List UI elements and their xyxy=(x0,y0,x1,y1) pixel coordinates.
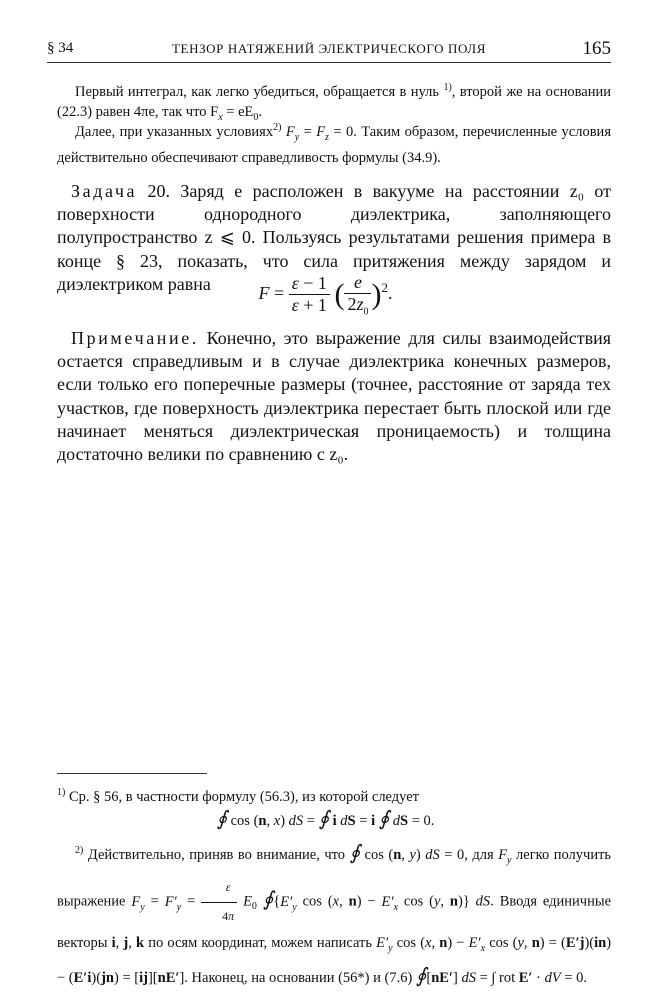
footnote-2: $^{2)}$ Действительно, приняв во внимание, что ∮ cos (n, y) dS = 0, для $F_y$ легко получить выражение $F_y = F'_y$ = $\frac{\varepsilon}{4\pi}$ $E_0$ $∮\{E'_y$ cos (x, $n) - E'_x$ cos (y, n)} dS. Вводя единичные векторы i, j, k по осям координат, можем написать $E'_y$ cos (x, $n) - E'_x$ cos (y, n) = (E′j)(in) − (E′i)(jn) = [ij][nE′]. Наконец, на основании (56*) и (7.6) ∮[nE′] dS = ∫ rot E′ · dV = 0. xyxy=(57,841,612,987)
footnote-1-equation: ∮ cos (n, x) dS = ∮ i dS = i ∮ dS = 0. xyxy=(216,808,435,830)
footnote-ref-2: 2) xyxy=(273,122,282,133)
running-header xyxy=(47,38,611,60)
force-formula: F = $\frac{\varepsilon - 1}{\varepsilon + 1}$ ( $\frac{e}{2z_0}$ )$^2$. xyxy=(258,272,393,318)
paragraph-1: Первый интеграл, как легко убедиться, обращается в нуль $^{1)}$, второй же на основании (22.3) равен 4πe, так что $F_x = eE_0$. xyxy=(57,82,612,123)
problem-20: Задача 20. Заряд e расположен в вакууме на расстоянии z₀ от поверхности однородного диэлектрика, заполняющего полупространство z ⩽ 0. Пользуясь результатами решения примера в конце § 23, показать, что сила притяжения между зарядом и диэлектриком равна xyxy=(57,181,612,294)
footnote-rule xyxy=(57,773,207,774)
footnote-ref-1: 1) xyxy=(443,82,452,93)
problem-text: Заряд e расположен в вакууме на расстоянии z₀ от поверхности однородного диэлектрика, заполняющего полупространство z ⩽ 0. Пользуясь результатами решения примера в конце § 23, показать, что сила притяжения между зарядом и диэлектриком равна xyxy=(57,181,612,294)
header-rule xyxy=(47,62,611,63)
note-label: Примечание. xyxy=(71,328,199,348)
note-text: Конечно, это выражение для силы взаимодействия остается справедливым и в случае диэлектрика конечных размеров, если только его поперечные размеры (точнее, расстояние от заряда тех участков, где поверхность диэлектрика перестает быть плоской или где начинает меняться диэлектрическая проницаемость) и толщина достаточно велики по сравнению с z₀. xyxy=(57,328,611,465)
problem-label: Задача xyxy=(71,181,138,201)
paragraph-2: Далее, при указанных условиях$^{2)}$ $F_y = F_z = 0$. Таким образом, перечисленные условия действительно обеспечивают справедливость формулы (34.9). xyxy=(57,122,611,166)
running-title: ТЕНЗОР НАТЯЖЕНИЙ ЭЛЕКТРИЧЕСКОГО ПОЛЯ xyxy=(172,41,486,56)
footnote-1: $^{1)}$ Ср. § 56, в частности формулу (56.3), из которой следует xyxy=(57,787,420,805)
note-paragraph xyxy=(57,327,611,466)
section-number: § 34 xyxy=(47,40,74,56)
page-number: 165 xyxy=(582,38,611,59)
